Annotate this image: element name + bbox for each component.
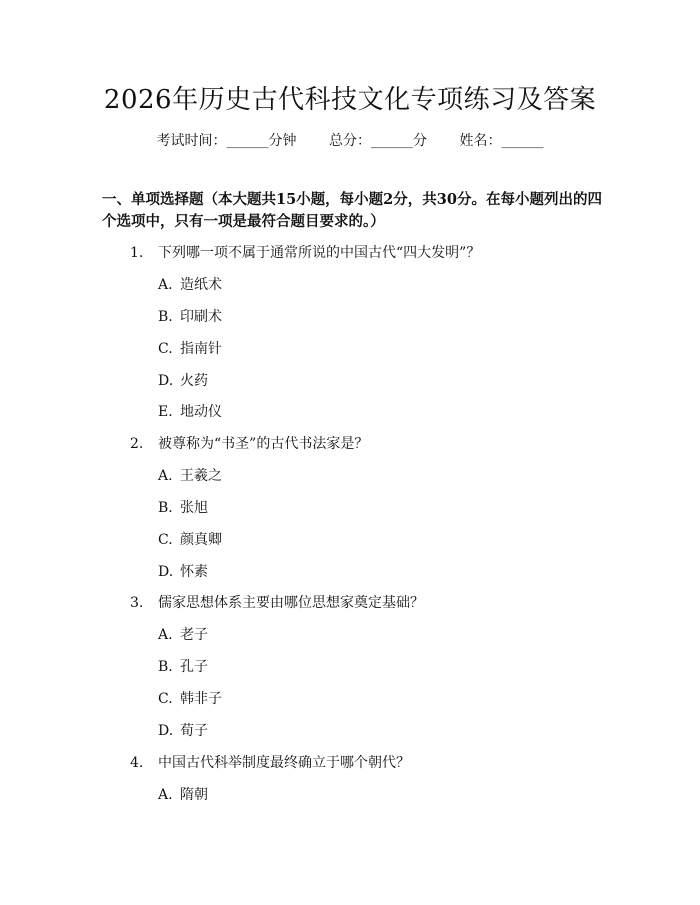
- option-text: 指南针: [180, 341, 222, 357]
- option-letter: C.: [158, 532, 173, 548]
- option-text: 印刷术: [180, 309, 222, 325]
- option-letter: A.: [158, 277, 173, 293]
- question-2: [130, 434, 368, 454]
- question-number: 1.: [130, 245, 144, 261]
- option-letter: C.: [158, 691, 173, 707]
- option-letter: D.: [158, 373, 174, 389]
- option-text: 王羲之: [180, 468, 222, 484]
- q2-option-d: [158, 562, 208, 582]
- q2-option-c: [158, 530, 222, 550]
- q3-option-c: [158, 689, 222, 709]
- option-letter: C.: [158, 341, 173, 357]
- question-3: [130, 593, 424, 613]
- q4-option-a: [158, 785, 208, 805]
- question-number: 3.: [130, 595, 144, 611]
- option-text: 韩非子: [180, 691, 222, 707]
- option-letter: B.: [158, 500, 173, 516]
- q3-option-b: [158, 657, 208, 677]
- student-name-field: 姓名：______: [459, 133, 544, 149]
- exam-time-field: 考试时间：______分钟: [156, 133, 297, 149]
- question-text: 被尊称为“书圣”的古代书法家是？: [158, 436, 369, 452]
- question-text: 中国古代科举制度最终确立于哪个朝代？: [158, 755, 410, 771]
- option-text: 孔子: [180, 659, 208, 675]
- option-text: 怀素: [180, 564, 208, 580]
- page-title: 2026年历史古代科技文化专项练习及答案: [103, 85, 597, 115]
- section-heading: 一、单项选择题（本大题共15小题，每小题2分，共30分。在每小题列出的四个选项中，只有一项是最符合题目要求的。）: [102, 191, 602, 230]
- option-text: 地动仪: [180, 404, 222, 420]
- q3-option-a: [158, 625, 208, 645]
- option-letter: A.: [158, 627, 173, 643]
- q2-option-a: [158, 466, 222, 486]
- option-text: 荀子: [180, 723, 208, 739]
- option-letter: D.: [158, 723, 174, 739]
- option-letter: B.: [158, 309, 173, 325]
- option-letter: E.: [158, 404, 173, 420]
- q1-option-e: [158, 402, 222, 422]
- option-letter: A.: [158, 787, 173, 803]
- option-letter: A.: [158, 468, 173, 484]
- option-text: 隋朝: [180, 787, 208, 803]
- option-text: 造纸术: [180, 277, 222, 293]
- question-4: [130, 753, 410, 773]
- question-number: 2.: [130, 436, 144, 452]
- q1-option-d: [158, 371, 208, 391]
- question-number: 4.: [130, 755, 144, 771]
- q1-option-a: [158, 275, 222, 295]
- exam-meta: [0, 131, 700, 151]
- option-text: 老子: [180, 627, 208, 643]
- question-text: 儒家思想体系主要由哪位思想家奠定基础？: [158, 595, 424, 611]
- total-score-field: 总分：______分: [329, 133, 427, 149]
- option-text: 火药: [180, 373, 208, 389]
- question-text: 下列哪一项不属于通常所说的中国古代“四大发明”？: [158, 245, 481, 261]
- q2-option-b: [158, 498, 208, 518]
- option-letter: D.: [158, 564, 174, 580]
- option-text: 张旭: [180, 500, 208, 516]
- q1-option-b: [158, 307, 222, 327]
- question-1: [130, 243, 480, 263]
- option-text: 颜真卿: [180, 532, 222, 548]
- q1-option-c: [158, 339, 222, 359]
- option-letter: B.: [158, 659, 173, 675]
- q3-option-d: [158, 721, 208, 741]
